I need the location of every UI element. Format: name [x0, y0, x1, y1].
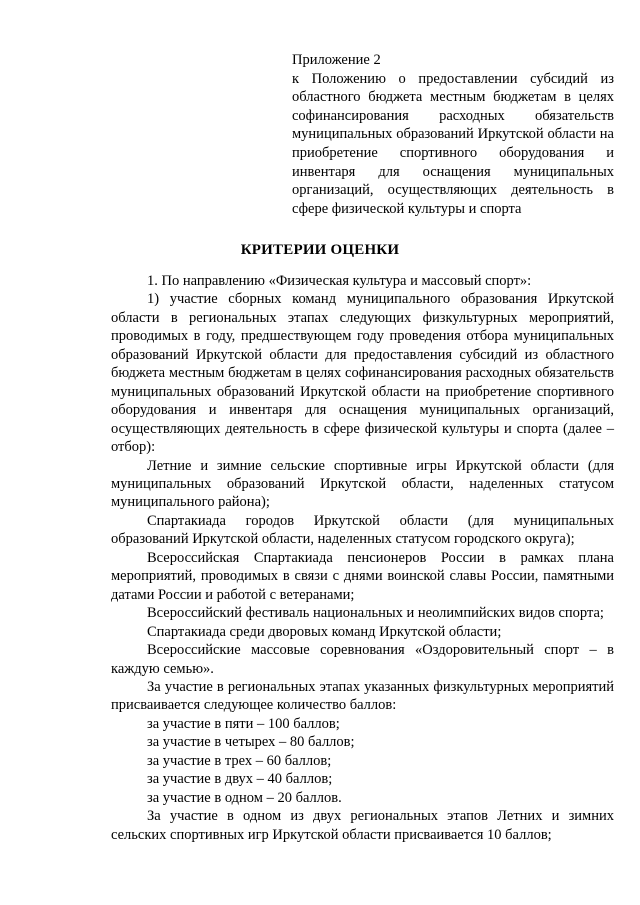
paragraph-event-pensioners: Всероссийская Спартакиада пенсионеров России в рамках плана мероприятий, проводимых в связи с днями воинской славы России, памятными датами России и работой с ветеранами; — [111, 549, 614, 603]
appendix-number: Приложение 2 — [292, 52, 381, 68]
points-item-five: за участие в пяти – 100 баллов; — [147, 715, 340, 732]
points-item-two: за участие в двух – 40 баллов; — [147, 771, 333, 788]
paragraph-points-intro: За участие в региональных этапах указанных физкультурных мероприятий присваивается следующее количество баллов: — [111, 678, 614, 714]
paragraph-event-national-festival: Всероссийский фестиваль национальных и неолимпийских видов спорта; — [147, 605, 604, 622]
paragraph-direction: 1. По направлению «Физическая культура и массовый спорт»: — [147, 273, 532, 289]
document-body — [111, 272, 614, 844]
appendix-description: к Положению о предоставлении субсидий из областного бюджета местным бюджетам в целях софинансирования расходных обязательств муниципальных образований Иркутской области на приобретение спортивного оборудования и инвентаря для оснащения муниципальных организаций, осуществляющих деятельность в сфере физической культуры и спорта — [292, 70, 614, 217]
paragraph-event-rural-games: Летние и зимние сельские спортивные игры Иркутской области (для муниципальных образований Иркутской области, наделенных статусом муниципального района); — [111, 457, 614, 511]
points-item-one: за участие в одном – 20 баллов. — [147, 789, 342, 806]
paragraph-criterion-1: 1) участие сборных команд муниципального образования Иркутской области в региональных этапах следующих физкультурных мероприятий, проводимых в году, предшествующем году проведения отбора муниципальных образований Иркутской области для предоставления субсидий из областного бюджета местным бюджетам в целях софинансирования расходных обязательств муниципальных образований Иркутской области на приобретение спортивного оборудования и инвентаря для оснащения муниципальных организаций, осуществляющих деятельность в сфере физической культуры и спорта (далее – отбор): — [111, 291, 614, 456]
paragraph-event-healthy-sport: Всероссийские массовые соревнования «Оздоровительный спорт – в каждую семью». — [111, 642, 614, 677]
points-item-four: за участие в четырех – 80 баллов; — [147, 734, 355, 751]
points-item-three: за участие в трех – 60 баллов; — [147, 752, 332, 769]
paragraph-event-yard-teams: Спартакиада среди дворовых команд Иркутской области; — [147, 623, 502, 640]
appendix-header — [292, 51, 614, 218]
paragraph-rural-games-points: За участие в одном из двух региональных этапов Летних и зимних сельских спортивных игр Иркутской области присваивается 10 баллов; — [111, 808, 614, 843]
paragraph-event-city-spartakiad: Спартакиада городов Иркутской области (для муниципальных образований Иркутской области, наделенных статусом городского округа); — [111, 512, 614, 548]
document-title: КРИТЕРИИ ОЦЕНКИ — [240, 242, 400, 258]
